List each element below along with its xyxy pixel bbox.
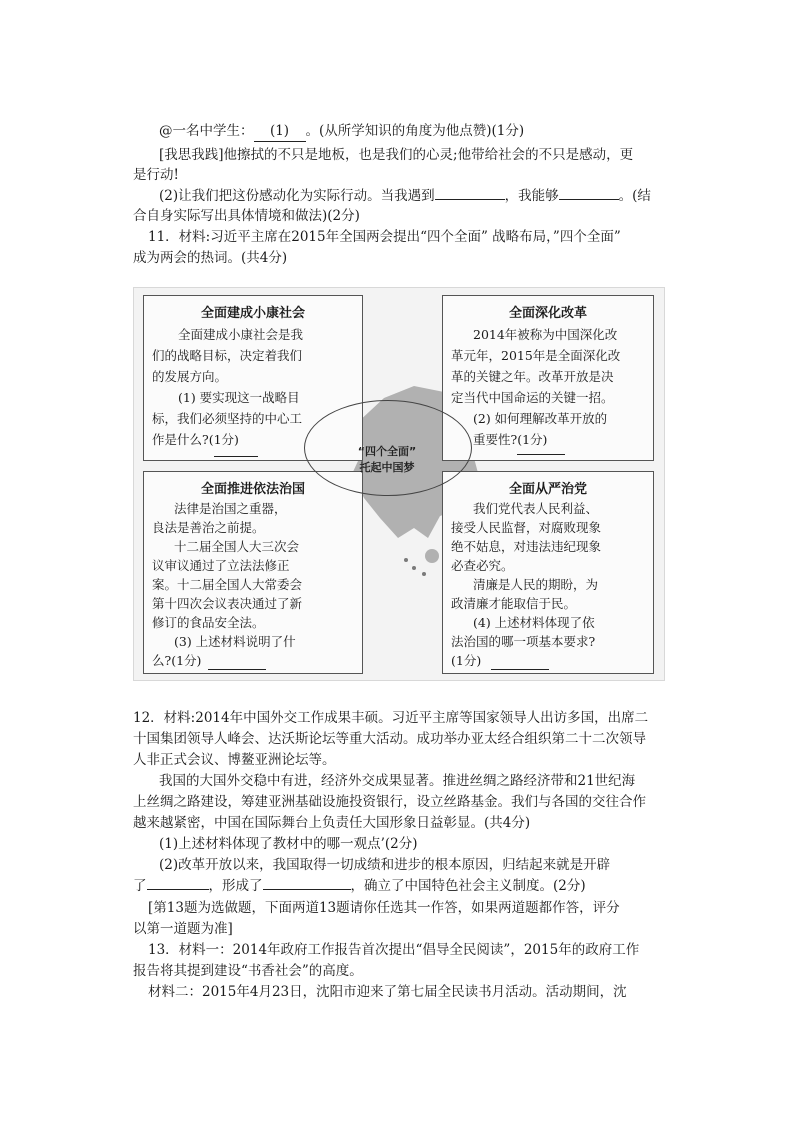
q12-line6: 越来越紧密，中国在国际舞台上负责任大国形象日益彰显。(共4分) <box>133 815 531 831</box>
q12-line2: 十国集团领导人峰会、达沃斯论坛等重大活动。成功举办亚太经合组织第二十二次领导 <box>133 731 646 747</box>
answer-line-1[interactable] <box>214 456 258 457</box>
box-fazhi: 全面推进依法治国 法律是治国之重器， 良法是善治之前提。 十二届全国人大三次会 议审议通过了立法法修正 案。十二届全国人大常委会 第十四次会议表决通过了新 修订的食品安全法。 (3) 上述材料说明了什 么?(1分) <box>143 471 363 674</box>
q13-note2: 以第一道题为准] <box>133 921 233 937</box>
q10-line2: [我思我践]他擦拭的不只是地板，也是我们的心灵;他带给社会的不只是感动，更 <box>159 147 634 163</box>
box-title: 全面从严治党 <box>508 482 587 497</box>
q11-line2: 成为两会的热词。(共4分) <box>133 250 288 266</box>
q12-line5: 上丝绸之路建设，筹建亚洲基础设施投资银行，设立丝路基金。我们与各国的交往合作 <box>133 794 646 810</box>
q10-line4: (2)让我们把这份感动化为实际行动。当我遇到 ，我能够 。(结 <box>159 188 651 204</box>
q10-line3: 是行动! <box>133 167 179 183</box>
box-title: 全面建成小康社会 <box>200 306 305 321</box>
answer-line-3[interactable] <box>208 669 266 670</box>
q12-line9: 了 ，形成了 ，确立了中国特色社会主义制度。(2分) <box>133 878 586 894</box>
q13-line3: 材料二：2015年4月23日，沈阳市迎来了第七届全民读书月活动。活动期间，沈 <box>148 984 627 1000</box>
box-gaige: 全面深化改革 2014年被称为中国深化改 革元年，2015年是全面深化改 革的关键之年。改革开放是决 定当代中国命运的关键一招。 (2) 如何理解改革开放的 重要性?(1分) <box>442 295 654 461</box>
q12-line7: (1)上述材料体现了教材中的哪一观点’(2分) <box>159 836 418 852</box>
center-label: “四个全面” 托起中国梦 <box>357 445 417 474</box>
q10-line1: @一名中学生： (1) 。(从所学知识的角度为他点赞)(1分) <box>159 121 524 142</box>
answer-line-2[interactable] <box>517 454 565 455</box>
q13-line1: 13．材料一：2014年政府工作报告首次提出“倡导全民阅读”，2015年的政府工作 <box>148 942 640 958</box>
box-title: 全面推进依法治国 <box>200 482 305 497</box>
box-zhidang: 全面从严治党 我们党代表人民利益、 接受人民监督，对腐败现象 绝不姑息，对违法违纪现象 必查必究。 清廉是人民的期盼，为 政清廉才能取信于民。 (4) 上述材料体现了依 法治国的哪一项基本要求? (1分) <box>442 471 654 674</box>
box-title: 全面深化改革 <box>508 306 587 321</box>
q12-line1: 12．材料:2014年中国外交工作成果丰硕。习近平主席等国家领导人出访多国，出席二 <box>133 710 649 726</box>
q12-line3: 人非正式会议、博鳌亚洲论坛等。 <box>133 752 336 768</box>
answer-blank-1[interactable]: (1) <box>254 121 306 142</box>
answer-blank-theory[interactable] <box>263 889 351 890</box>
q13-line2: 报告将其提到建设“书香社会”的高度。 <box>133 963 363 979</box>
four-comprehensives-figure <box>133 287 665 681</box>
answer-blank-situation[interactable] <box>435 199 505 200</box>
answer-line-4[interactable] <box>491 669 549 670</box>
answer-blank-action[interactable] <box>559 199 619 200</box>
q13-note1: [第13题为选做题，下面两道13题请你任选其一作答，如果两道题都作答，评分 <box>148 900 620 916</box>
answer-blank-path[interactable] <box>147 889 209 890</box>
box-xiaokang: 全面建成小康社会 全面建成小康社会是我 们的战略目标，决定着我们 的发展方向。 (1) 要实现这一战略目 标，我们必须坚持的中心工 作是什么?(1分) <box>143 295 363 461</box>
q12-line4: 我国的大国外交稳中有进，经济外交成果显著。推进丝绸之路经济带和21世纪海 <box>159 773 636 789</box>
q11-line1: 11．材料:习近平主席在2015年全国两会提出“四个全面” 战略布局，”四个全面” <box>148 229 621 245</box>
q10-line5: 合自身实际写出具体情境和做法)(2分) <box>133 208 360 224</box>
q12-line8: (2)改革开放以来，我国取得一切成绩和进步的根本原因，归结起来就是开辟 <box>159 857 611 873</box>
